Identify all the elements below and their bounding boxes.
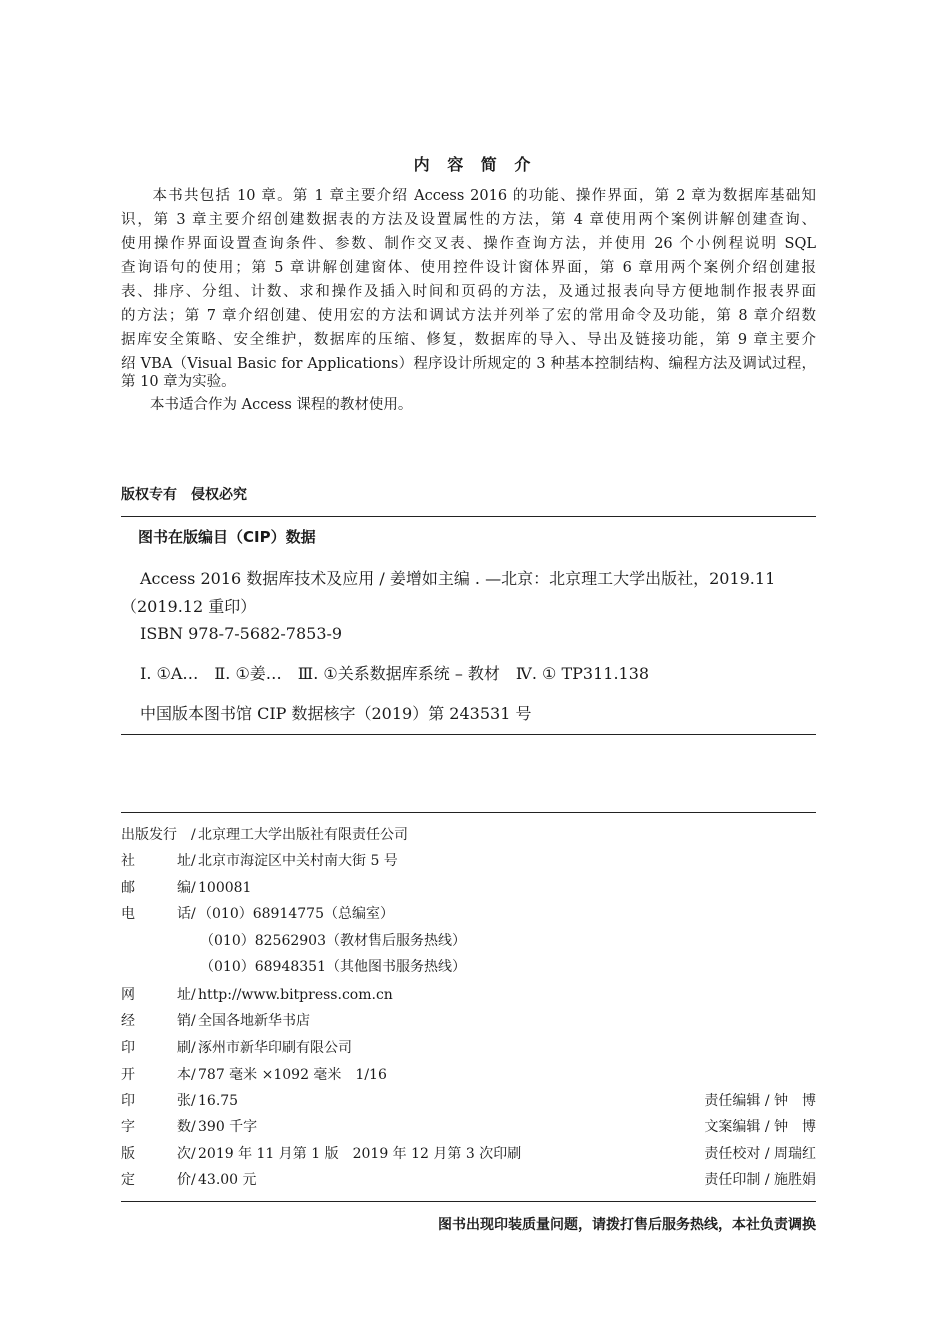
separator: / [191,880,196,896]
intro-line: 第 10 章为实验。 [121,374,236,390]
publisher-row [121,822,816,848]
row-label: 出版发行 [121,827,177,843]
intro-usage: 本书适合作为 Access 课程的教材使用。 [121,397,413,413]
row-label: 印 张 [121,1093,191,1109]
row-value: 全国各地新华书店 [198,1013,310,1029]
phone-row-2 [121,928,816,954]
cip-heading: 图书在版编目（CIP）数据 [138,528,316,546]
separator: / [191,1067,196,1083]
row-label: 社 址 [121,853,191,869]
divider [121,734,816,735]
row-label: 定 价 [121,1172,191,1188]
edition-row [121,1141,816,1167]
row-value: 北京市海淀区中关村南大街 5 号 [198,853,398,869]
words-row [121,1114,816,1140]
separator: / [191,1013,196,1029]
cip-classification: Ⅰ. ①A… Ⅱ. ①姜… Ⅲ. ①关系数据库系统 – 教材 Ⅳ. ① TP311.138 [140,664,650,683]
intro-line: 绍 VBA（Visual Basic for Applications）程序设计所规定的 3 种基本控制结构、编程方法及调试过程， [121,356,816,372]
separator: / [191,987,196,1003]
intro-line: 据库安全策略、安全维护，数据库的压缩、修复，数据库的导入、导出及链接功能，第 9 章主要介 [121,332,816,348]
row-value: 2019 年 11 月第 1 版 2019 年 12 月第 3 次印刷 [198,1146,522,1162]
phone-row-3 [121,954,816,980]
row-value: （010）68948351（其他图书服务热线） [200,959,466,975]
phone-row [121,901,816,927]
separator: / [191,827,196,843]
cip-isbn: ISBN 978-7-5682-7853-9 [140,624,343,643]
copy-editor-credit: 文案编辑 / 钟 博 [704,1119,816,1135]
printer-row [121,1035,816,1061]
intro-line: 本书共包括 10 章。第 1 章主要介绍 Access 2016 的功能、操作界面，第 2 章为数据库基础知 [121,188,816,204]
divider [121,1201,816,1202]
intro-line: 表、排序、分组、计数、求和操作及插入时间和页码的方法，及通过报表向导方便地制作报表界面 [121,284,816,300]
separator: / [191,1146,196,1162]
separator: / [191,1172,196,1188]
quality-notice: 图书出现印装质量问题，请拨打售后服务热线，本社负责调换 [438,1217,816,1233]
row-value: 涿州市新华印刷有限公司 [198,1040,352,1056]
intro-line: 识，第 3 章主要介绍创建数据表的方法及设置属性的方法，第 4 章使用两个案例讲解创建查询、 [121,212,816,228]
divider [121,516,816,517]
proofreader-credit: 责任校对 / 周瑞红 [704,1146,816,1162]
address-row [121,848,816,874]
intro-line: 的方法；第 7 章介绍创建、使用宏的方法和调试方法并列举了宏的常用命令及功能，第 8 章介绍数 [121,308,816,324]
separator: / [191,1040,196,1056]
row-value: （010）68914775（总编室） [198,906,394,922]
row-value: 北京理工大学出版社有限责任公司 [198,827,408,843]
cip-title-line: Access 2016 数据库技术及应用 / 姜增如主编 . —北京：北京理工大学出版社，2019.11 [140,569,776,588]
row-value: 390 千字 [198,1119,258,1135]
price-row [121,1167,816,1193]
separator: / [191,853,196,869]
divider [121,812,816,813]
cip-library-record: 中国版本图书馆 CIP 数据核字（2019）第 243531 号 [140,704,532,723]
copyright-notice: 版权专有 侵权必究 [121,487,247,503]
postcode-row [121,875,816,901]
row-label: 印 刷 [121,1040,191,1056]
separator: / [191,1093,196,1109]
row-label: 开 本 [121,1067,191,1083]
row-label: 电 话 [121,906,191,922]
row-value: http://www.bitpress.com.cn [198,987,393,1003]
sheets-row [121,1088,816,1114]
row-value: 787 毫米 ×1092 毫米 1/16 [198,1067,387,1083]
separator: / [191,1119,196,1135]
distributor-row [121,1008,816,1034]
row-value: 100081 [198,880,252,896]
website-row [121,982,816,1008]
intro-line: 查询语句的使用；第 5 章讲解创建窗体、使用控件设计窗体界面，第 6 章用两个案例介绍创建报 [121,260,816,276]
row-label: 字 数 [121,1119,191,1135]
separator: / [191,906,196,922]
format-row [121,1062,816,1088]
row-label: 网 址 [121,987,191,1003]
print-manager-credit: 责任印制 / 施胜娟 [704,1172,816,1188]
row-value: 16.75 [198,1093,239,1109]
row-label: 经 销 [121,1013,191,1029]
row-label: 版 次 [121,1146,191,1162]
intro-line: 使用操作界面设置查询条件、参数、制作交叉表、操作查询方法，并使用 26 个小例程说明 SQL [121,236,816,252]
cip-reprint-line: （2019.12 重印） [121,597,257,616]
editor-credit: 责任编辑 / 钟 博 [704,1093,816,1109]
row-label: 邮 编 [121,880,191,896]
row-value: 43.00 元 [198,1172,257,1188]
row-value: （010）82562903（教材售后服务热线） [200,933,466,949]
page-title: 内 容 简 介 [413,155,537,174]
